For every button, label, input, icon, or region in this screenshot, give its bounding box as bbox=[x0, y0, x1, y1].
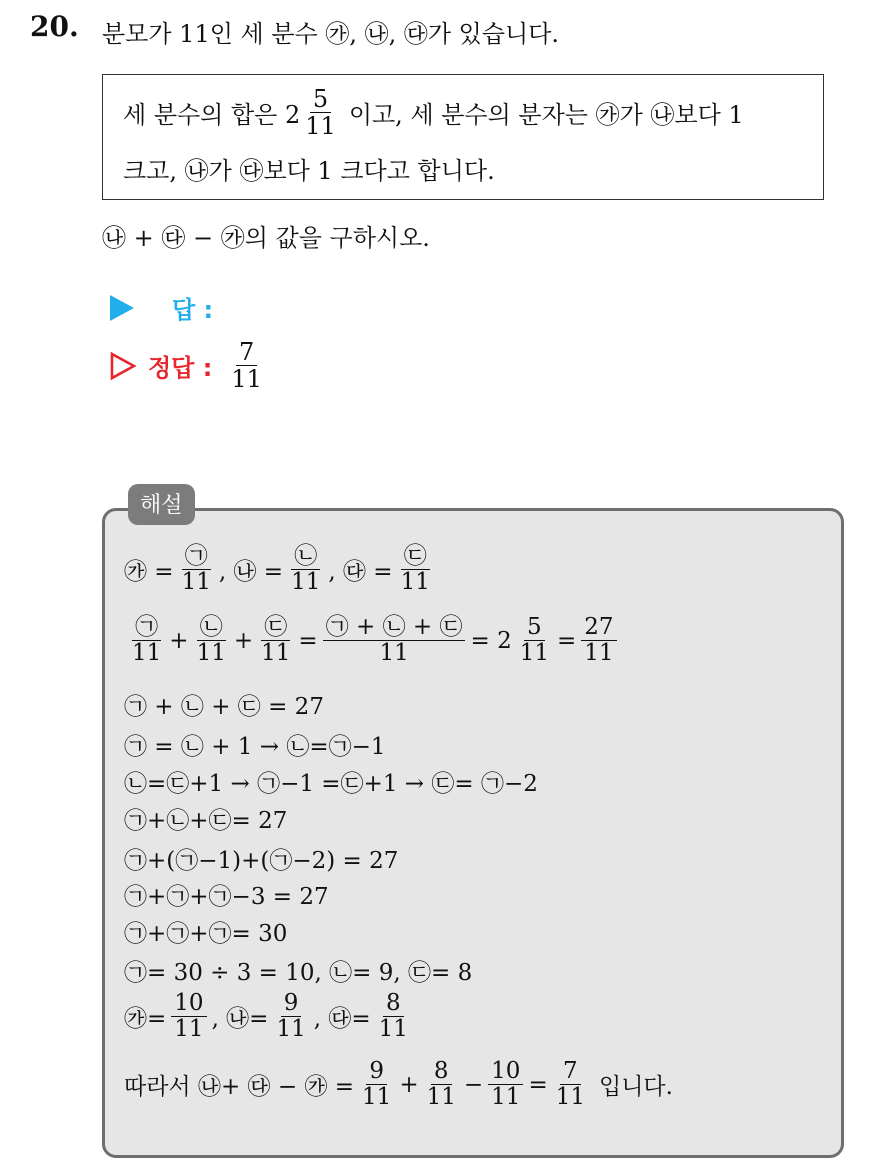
fraction-numerator: 7 bbox=[560, 1060, 581, 1085]
fraction-denominator: 11 bbox=[362, 1084, 392, 1111]
solution-text: + bbox=[169, 627, 189, 654]
condition-line-2 bbox=[123, 151, 495, 186]
solution-text: 따라서 ㉯+ ㉰ − ㉮ = bbox=[124, 1074, 355, 1101]
solution-text: ㉠+㉡+㉢= 27 bbox=[124, 808, 288, 834]
solution-text: , ㉰ = bbox=[328, 559, 393, 586]
solution-text: ㉠+(㉠−1)+(㉠−2) = 27 bbox=[124, 848, 399, 874]
solution-text: = bbox=[556, 627, 577, 654]
fraction-numerator: 7 bbox=[236, 340, 257, 366]
fraction-numerator: 27 bbox=[581, 616, 616, 641]
fraction-denominator: 11 bbox=[261, 640, 291, 667]
solution-text: , ㉰= bbox=[313, 1006, 371, 1033]
solution-line-2 bbox=[124, 616, 622, 666]
correct-answer-row bbox=[110, 340, 270, 392]
condition-box bbox=[102, 74, 824, 200]
solution-text: 입니다. bbox=[599, 1074, 673, 1101]
solution-line-5 bbox=[124, 765, 538, 798]
solution-line-8 bbox=[124, 878, 329, 911]
fraction bbox=[273, 992, 308, 1042]
fraction-numerator: 10 bbox=[171, 992, 206, 1017]
fraction bbox=[424, 1060, 459, 1110]
solution-text: = bbox=[528, 1071, 548, 1098]
condition-line-1 bbox=[123, 87, 744, 139]
question-text: 분모가 11인 세 분수 ㉮, ㉯, ㉰가 있습니다. bbox=[102, 20, 560, 48]
solution-line-11 bbox=[124, 992, 416, 1042]
solution-text: ㉠ + ㉡ + ㉢ = 27 bbox=[124, 694, 324, 720]
solution-line-9 bbox=[124, 915, 287, 948]
fraction-denominator: 11 bbox=[276, 1016, 306, 1043]
fraction-numerator: 8 bbox=[431, 1060, 452, 1085]
fraction-numerator: 9 bbox=[366, 1060, 387, 1085]
solution-text: , ㉯= bbox=[211, 1006, 269, 1033]
solution-text: − bbox=[463, 1071, 484, 1098]
fraction bbox=[517, 616, 552, 666]
question-ask: ㉯ + ㉰ − ㉮의 값을 구하시오. bbox=[102, 224, 430, 252]
fraction bbox=[129, 616, 164, 666]
condition-text: 크고, ㉯가 ㉰보다 1 크다고 합니다. bbox=[123, 157, 495, 185]
fraction-numerator: 9 bbox=[281, 992, 302, 1017]
fraction bbox=[171, 992, 206, 1042]
fraction bbox=[553, 1060, 588, 1110]
solution-text: + bbox=[399, 1071, 419, 1098]
fraction-numerator: ㉢ bbox=[261, 616, 290, 641]
solution-line-3 bbox=[124, 688, 324, 721]
fraction bbox=[258, 616, 293, 666]
correct-answer-fraction bbox=[228, 340, 265, 392]
correct-answer-label: 정답 : bbox=[148, 354, 213, 383]
fraction-denominator: 11 bbox=[181, 569, 211, 596]
fraction-denominator: 11 bbox=[291, 569, 321, 596]
solution-text: ㉮ = bbox=[124, 559, 174, 586]
mixed-fraction bbox=[302, 87, 339, 139]
fraction-numerator: 10 bbox=[488, 1060, 523, 1085]
solution-text: ㉠+㉠+㉠−3 = 27 bbox=[124, 884, 329, 910]
fraction-numerator: ㉡ bbox=[197, 616, 226, 641]
play-triangle-icon bbox=[110, 295, 134, 321]
fraction-denominator: 11 bbox=[305, 112, 336, 141]
solution-line-1 bbox=[124, 545, 438, 595]
fraction bbox=[581, 616, 616, 666]
solution-text: ㉮= bbox=[124, 1006, 167, 1033]
answer-row bbox=[110, 290, 213, 325]
fraction-denominator: 11 bbox=[196, 640, 226, 667]
solution-text: = bbox=[298, 627, 318, 654]
fraction-denominator: 11 bbox=[379, 640, 409, 667]
solution-tag: 해설 bbox=[128, 484, 195, 525]
solution-text: ㉡=㉢+1 → ㉠−1 =㉢+1 → ㉢= ㉠−2 bbox=[124, 771, 538, 797]
fraction-denominator: 11 bbox=[555, 1084, 585, 1111]
solution-line-6 bbox=[124, 802, 287, 835]
question-number: 20. bbox=[30, 10, 79, 43]
fraction-denominator: 11 bbox=[426, 1084, 456, 1111]
fraction-numerator: ㉡ bbox=[291, 545, 320, 570]
fraction bbox=[323, 616, 466, 666]
fraction bbox=[376, 992, 411, 1042]
fraction-denominator: 11 bbox=[491, 1084, 521, 1111]
fraction-denominator: 11 bbox=[132, 640, 162, 667]
fraction-numerator: ㉢ bbox=[401, 545, 430, 570]
solution-text: ㉠ = ㉡ + 1 → ㉡=㉠−1 bbox=[124, 734, 386, 760]
solution-text: ㉠= 30 ÷ 3 = 10, ㉡= 9, ㉢= 8 bbox=[124, 960, 473, 986]
fraction-denominator: 11 bbox=[519, 640, 549, 667]
solution-line-12 bbox=[124, 1060, 673, 1110]
fraction-denominator: 11 bbox=[174, 1016, 204, 1043]
condition-text: 이고, 세 분수의 분자는 ㉮가 ㉯보다 1 bbox=[348, 101, 744, 130]
fraction bbox=[359, 1060, 394, 1110]
fraction-denominator: 11 bbox=[231, 365, 262, 394]
solution-text: , ㉯ = bbox=[218, 559, 284, 586]
fraction bbox=[488, 1060, 523, 1110]
solution-line-4 bbox=[124, 728, 386, 761]
outline-triangle-icon bbox=[110, 351, 136, 381]
solution-text: ㉠+㉠+㉠= 30 bbox=[124, 921, 288, 947]
solution-text: + bbox=[233, 627, 254, 654]
fraction-denominator: 11 bbox=[378, 1016, 408, 1043]
fraction-numerator: 5 bbox=[310, 87, 331, 113]
fraction bbox=[398, 545, 433, 595]
fraction-numerator: 8 bbox=[383, 992, 404, 1017]
fraction bbox=[194, 616, 229, 666]
fraction-numerator: ㉠ + ㉡ + ㉢ bbox=[323, 616, 466, 641]
condition-text: 세 분수의 합은 2 bbox=[123, 101, 301, 130]
fraction bbox=[179, 545, 214, 595]
solution-text: = 2 bbox=[470, 627, 512, 654]
fraction-numerator: 5 bbox=[524, 616, 545, 641]
fraction-numerator: ㉠ bbox=[132, 616, 161, 641]
fraction bbox=[288, 545, 323, 595]
solution-line-7 bbox=[124, 842, 398, 875]
answer-label: 답 : bbox=[172, 296, 214, 324]
fraction-denominator: 11 bbox=[584, 640, 614, 667]
fraction-numerator: ㉠ bbox=[182, 545, 211, 570]
solution-line-10 bbox=[124, 954, 472, 987]
fraction-denominator: 11 bbox=[400, 569, 430, 596]
